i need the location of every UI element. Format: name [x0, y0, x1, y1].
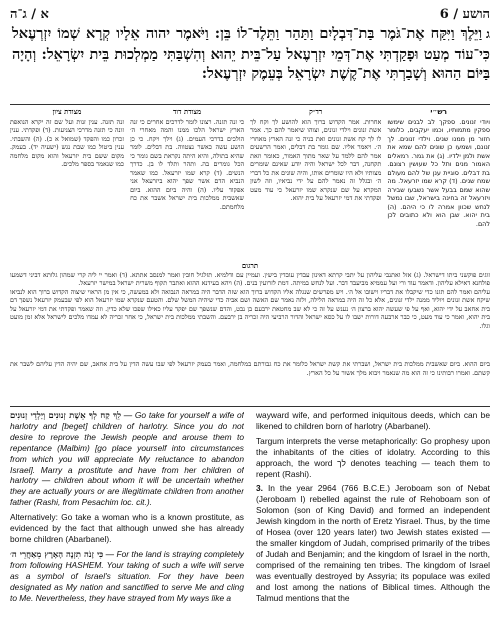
english-paragraph [256, 483, 490, 603]
radak-text: אחרות. אמר הקדוש ברוך הוא להושע לך וקח לך אשת זנונים וילדי זנונים, וצוהו שיאמר להם כך. אמר לו לך קח אשת זנונים ואת בניה כי זנה הארץ מאחרי ה׳. ויאמר אליו. שם גומר בת דבלים, ואמר הרשעים אמר להם ללמד על שאר מתוך האמור, כאומר וזאת תקחנה, דבר לכל ישראל והיה יודע שאינם שומרים מצותיו ולא היו שומרים אותו, והיה שונים את כל דברי ה׳ ובגלל זה נאמר להם על ידי נביאיו, וזה לשון המקרא על שם שנקרא שמו יזרעאל כי עוד מעט ופקדתי את דמי יזרעאל על בית יהוא. [250, 117, 382, 202]
metzudos-zion-label: מצודת ציון [52, 108, 82, 116]
commentary-lower-text-2: ביום ההוא. ביום שאשבית ממלכות בית ישראל, ושברתי את קשת ישראל כלומר את כח גבורתם במלחמה, ואמר בעמק יזרעאל לפי שבו עשה הדין על בית אחאב, שם יהיה הדין עליהם לשבר את קשתם. ואמרו רבותינו כי זה הוא מה שנאמר ויבוא מלך אשור על כל הארץ. [10, 360, 490, 377]
note-number: 3. [256, 483, 263, 494]
english-text: Targum interprets the verse metaphorically: Go prophesy upon the inhabitants of the cities of idolatry. According to this approach, the word לך denotes teaching — teach them to repent (Rashi). [256, 435, 490, 479]
english-column-left [10, 410, 244, 611]
radak-column [250, 108, 381, 260]
metzudos-david-label: מצודת דוד [172, 108, 202, 116]
hebrew-lemma: כִּי זָנֹה תִזְנֶה הָאָרֶץ מֵאַחֲרֵי ה׳ [10, 548, 104, 559]
rashi-column [387, 108, 490, 260]
metzudos-zion-text: זנה תזנה. ענין זנות ועל שם זה יקרא הנואפת זונה כי תזנה מדרכי הצניעות. (ד) ופקדתי. ענין זכרון כמו והפקד (שמואל א כ). (ה) והשבתי. ענין ביטול כמו שבת נגש (ישעיה יד). בעמק. מקום ששם בית יזרעאל והוא מקום מלחמה כמו שנאמר בספר מלכים. [9, 117, 125, 168]
hebrew-lemma: לֵךְ קַח לְךָ אֵשֶׁת זְנוּנִים וְיַלְדֵי זְנוּנִים [10, 410, 122, 420]
verse-text: וַיֵּלֶךְ וַיִּקַּח אֶת־גֹּמֶר בַּת־דִּבְלָיִם וַתַּהַר וַתֵּלֶד־לוֹ בֵּן: וַיֹּאמֶר יהוה אֵלָיו קְרָא שְׁמוֹ יִזְרְעֶאל כִּי־עוֹד מְעַט וּפָקַדְתִּי אֶת־דְּמֵי יִזְרְעֶאל עַל־בֵּית יֵהוּא וְהִשְׁבַּתִּי מַמְלְכוּת בֵּית יִשְׂרָאֵל: וְהָיָה בַּיּוֹם הַהוּא וְשָׁבַרְתִּי אֶת־קֶשֶׁת יִשְׂרָאֵל בְּעֵמֶק יִזְרְעֶאל: [12, 25, 490, 82]
verse-block [12, 24, 490, 84]
commentary-continuation [10, 262, 490, 358]
metzudos-david-column [130, 108, 244, 260]
english-paragraph [10, 410, 244, 508]
english-text: — For the land is straying completely from following HASHEM. Your taking of such a wife will serve as a symbol of Israel's situation. For they have been designated as My nation and sanctified to serve Me and cling to Me. Nevertheless, they have strayed from My ways like a [10, 548, 244, 603]
metzudos-david-text: כי זנה תזנה. רצונו לומר לדרכים אחרים כי זנה הארץ ישראל הלכו ממנו והמה מאחרי ה׳ הולכים בדרכי העמים. (ג) וילך ויקח. כי כן הושע עשה כאשר נצטווה. בת דבלים. לומר שהיא בתולה, והיא היתה נקראת בשם גומר כי הכל גומרים בה. ותהר ותלד לו בן. כדרך הנשים. (ד) קרא שמו יזרעאל. כמו שאמר הנביא הדם אשר שפך יהוא ביזרעאל אני אפקוד עליו. (ה) והיה ביום ההוא. ביום שאשבית ממלכות בית ישראל אשבר את כח מלחמתם. [130, 117, 245, 211]
radak-label: רד״ק [309, 108, 323, 116]
english-text: wayward wife, and performed iniquitous deeds, which can be likened to children born of harlotry (Abarbanel). [256, 410, 490, 431]
english-text: — Go take for yourself a wife of harlotry and [beget] children of harlotry. Since you do not desire to reprove the Jewish people and arouse them to repentance (Malbim) [go place yourself into circumstances from which you will appreciate My reluctance to abandon Israel]. Marry a prostitute and have from her children of harlotry — children about whom it will be uncertain whether they are actually yours or are illegitimate children from another father (Rashi, from Pesachim loc. cit.). [10, 410, 244, 508]
english-paragraph [256, 436, 490, 480]
english-text: In the year 2964 (766 B.C.E.) Jeroboam son of Nebat (Jeroboam I) rebelled against the rule of Rehoboam son of Solomon (son of King David) and formed an independent Jewish kingdom in the north of Eretz Yisrael. Thus, by the time of Hosea (over 120 years later) two Jewish states existed — the smaller kingdom of Judah, comprised primarily of the tribes of Judah and Benjamin; and the kingdom of Israel in the north, comprised of the remaining ten tribes. The kingdom of Israel was eventually destroyed by Assyria; its populace was exiled and lost among the nations of Biblical times. Although the Talmud mentions that the [256, 483, 490, 603]
english-text: Alternatively: Go take a woman who is a known prostitute, as evidenced by the fact that although unwed she has already borne children (Abarbanel). [10, 512, 244, 544]
english-column-right [256, 410, 490, 611]
running-head: הושע / 6 [439, 7, 490, 22]
english-translation [10, 410, 490, 611]
english-paragraph [256, 410, 490, 432]
verse-number: ג [486, 27, 490, 41]
divider-english [10, 406, 490, 407]
divider-top [10, 104, 490, 105]
targum-text: זוגים פוקשני ביתו דישראל. (ג) אזל ואתנבי עליהון על יתבי קרתא דאינון עבדין עובדין בישין. ועמיין עם ודלמיא. תזלגיל חובין ואמר למנסב אתתא. (ד) ואמר יי ליה קרי שמהון גלותא דביני דשמעו פולחנא דאילא עליהון. ודאמר עוד ורי ועל עממיא מביעבד דבר. ועל לנחש במיתה. דמת לזרועין בנים. (ה) ויהא בעידנא ההוא ואתבר תקוף משרית ישראל במישר יזרעאל. [10, 270, 490, 287]
page-header [10, 6, 490, 22]
commentary-columns [10, 108, 490, 260]
commentary-lower-text: עליהם ואמר להם תזנו כדי שיקבלו את דבריו וישובו אל ה׳. ויש מפרשים שנגלה אליו הקדוש ברוך הוא שזה הדבר היה במראה הנבואה ולא במעשה, כי אין מן הראוי שיצוה הקדוש ברוך הוא לנביאו שיקח אשת זנונים ויוליד ממנה ילדי זנונים, אלא כל זה היה במראה הלילה, ולזה נאמר שם האשה ושם אביה כדי שיהיה המשל שלם. והטעם שנקרא שמו יזרעאל הוא לפי שבעמק יזרעאל נשפך דם בית אחאב על ידי יהוא, ואף על פי שעשה יהוא ברצון ה׳ נענש על זה כי לא שב מחטאת ירבעם בן נבט, והדם שנשפך שם יפקד עליו כאילו שפכו שלא כדין. וזה שאמר ופקדתי את דמי יזרעאל על בית יהוא, ואמר כי עוד מעט, כי כבר ארבעה דורות ישבו לו על כסא ישראל והדור הרביעי היה זכריה בן ירבעם. והשבתי ממלכות בית ישראל, כי אחר זכריה לא עמדו מלכים לישראל אלא זמן מועט וגלו. [10, 287, 490, 330]
metzudos-zion-column [10, 108, 124, 260]
targum-label: תרגום [241, 262, 259, 270]
chapter-verse-reference: א / ג־ה [10, 7, 49, 22]
english-paragraph [10, 549, 244, 604]
commentary-lower-block [10, 360, 490, 404]
rashi-label: רש״י [430, 108, 447, 116]
english-paragraph [10, 512, 244, 545]
rashi-text: ויודי זנונים. ספקך לב לבנים שימשו ספקין מתמותיו, וכמו יעקבים, כלומר חזור מן ממנו שנים. וילדי זנונים. לך זנונם, ושמעו כן שונים להם שמא את אשת ולמן ילדיו. (ג) את גמר. רמאלים האמור מנים ותל כל שעושין רצונם. בת דבלים. סוגיית ענן של להם מעולם שמח שנים. (ד) קרא שמו יזרעאל. מה שהוא שמם בבעל אשר נשבעו שבירה ויזרעאל זה בחינה בישראל, שבו נמשל לנחש שכוון אמרה לו כי היהם. (ה) בית יהוא. שבן הוא ולא כתובים לכן להם. [387, 117, 490, 228]
